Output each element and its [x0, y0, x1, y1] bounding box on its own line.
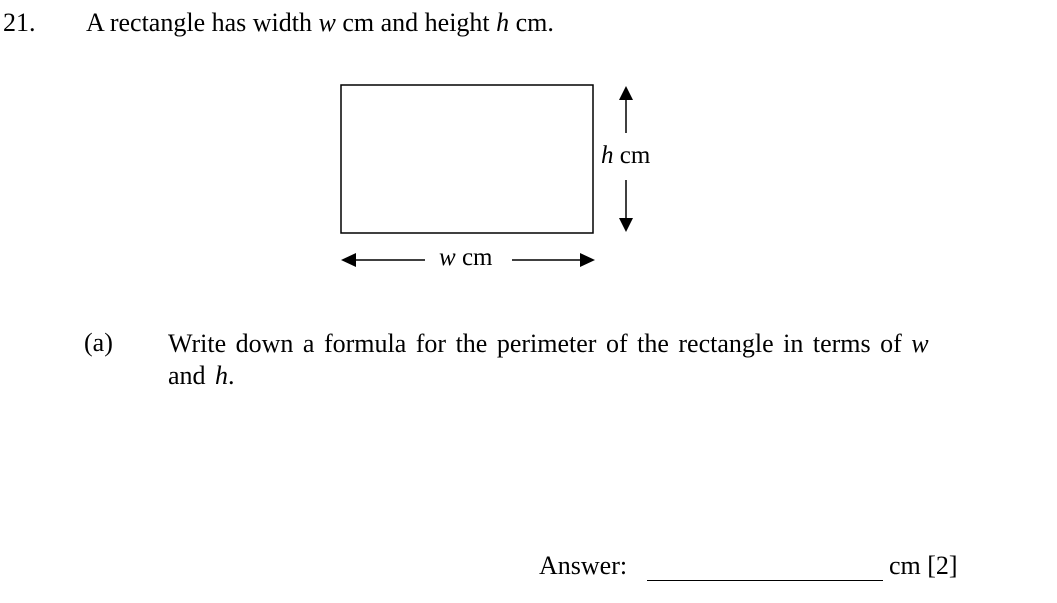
stem-prefix: A rectangle has width [86, 8, 319, 37]
rectangle-shape [341, 85, 593, 233]
part-a-line-1: Write down a formula for the perimeter of the rectangle in terms of w [168, 329, 929, 358]
part-a-line-2: and h. [168, 361, 235, 390]
answer-unit-marks: cm [2] [889, 551, 958, 580]
question-number: 21. [3, 8, 36, 37]
stem-middle: cm and height [335, 8, 497, 37]
part-a-question [168, 328, 929, 392]
width-variable: w [318, 8, 336, 37]
width-dimension-label: w cm [439, 244, 493, 271]
answer-label: Answer: [539, 551, 628, 580]
arrow-down-head [619, 218, 633, 232]
height-variable: h [496, 8, 510, 37]
answer-blank-line[interactable] [647, 580, 883, 581]
stem-suffix: cm. [509, 8, 554, 37]
arrow-left-head [341, 253, 356, 267]
height-dimension-label: h cm [601, 142, 651, 169]
arrow-right-head [580, 253, 595, 267]
part-a-label: (a) [84, 328, 113, 357]
arrow-up-head [619, 86, 633, 100]
